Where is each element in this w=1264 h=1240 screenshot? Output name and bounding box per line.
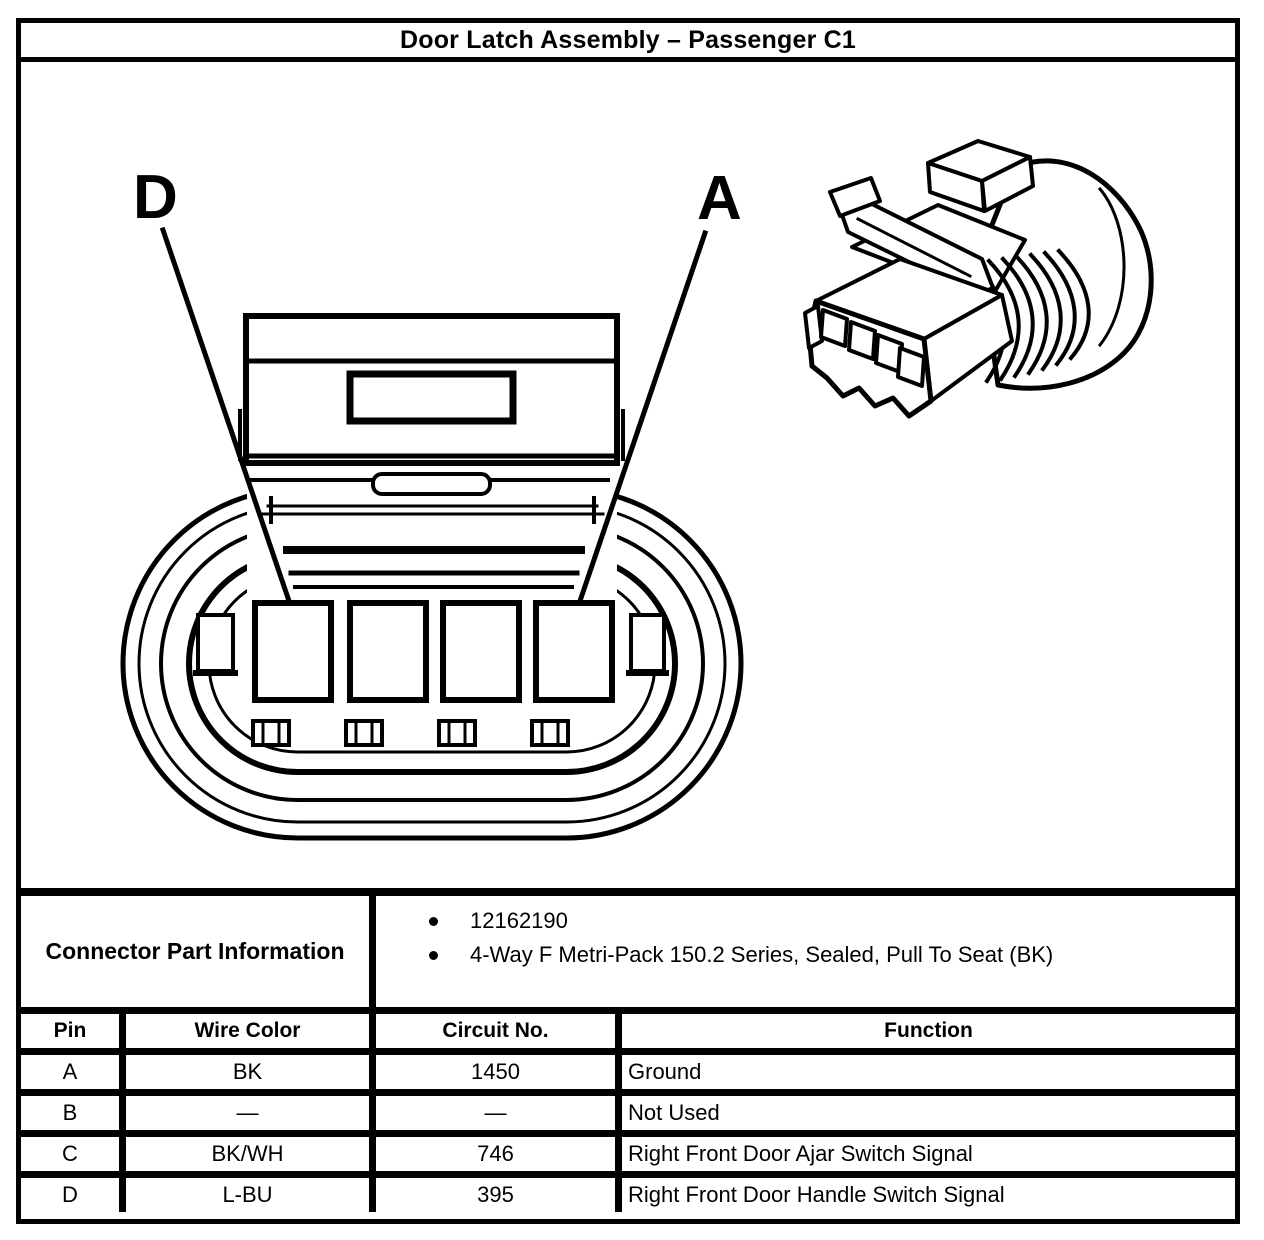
- connector-part-info-row: [21, 888, 1235, 1007]
- pin-cavity-c: [350, 603, 426, 700]
- connector-info-page: [16, 18, 1240, 1224]
- pin-cell: D: [21, 1178, 126, 1212]
- pin-cavity-d: [255, 603, 331, 700]
- cavity-plate: [196, 603, 666, 745]
- connector-rear-body: [240, 316, 623, 463]
- bullet-icon: [429, 917, 438, 926]
- column-header-circuit: Circuit No.: [376, 1014, 622, 1055]
- pin-cavity-a: [536, 603, 612, 700]
- part-number-item: [429, 904, 1225, 938]
- connector-diagram: [21, 62, 1235, 888]
- circuit-cell: 1450: [376, 1055, 622, 1096]
- function-cell: Not Used: [622, 1096, 1235, 1137]
- lock-window: [350, 374, 513, 421]
- title-bar: [21, 23, 1235, 62]
- pin-cell: B: [21, 1096, 126, 1137]
- circuit-cell: 746: [376, 1137, 622, 1178]
- pin-d-label: D: [133, 163, 178, 232]
- pin-cell: A: [21, 1055, 126, 1096]
- wire-cell: L-BU: [126, 1178, 376, 1212]
- column-header-pin: Pin: [21, 1014, 126, 1055]
- left-keyway: [198, 615, 233, 671]
- connector-3d-view: [805, 141, 1151, 416]
- column-header-wire: Wire Color: [126, 1014, 376, 1055]
- part-number: 12162190: [470, 908, 568, 933]
- index-tabs: [253, 721, 568, 745]
- wire-cell: BK/WH: [126, 1137, 376, 1178]
- part-description-item: [429, 938, 1225, 972]
- page-title: Door Latch Assembly – Passenger C1: [399, 25, 857, 54]
- connector-face-view: [123, 163, 742, 838]
- function-cell: Right Front Door Handle Switch Signal: [628, 1182, 1005, 1207]
- connector-diagram-area: [21, 62, 1235, 888]
- pinout-table: [21, 1007, 1235, 1212]
- part-description: 4-Way F Metri-Pack 150.2 Series, Sealed, Pull To Seat (BK): [470, 942, 1054, 967]
- side-ear: [805, 306, 822, 348]
- column-header-function: Function: [622, 1014, 1235, 1055]
- function-cell: Right Front Door Ajar Switch Signal: [622, 1137, 1235, 1178]
- center-index-tab: [373, 474, 490, 494]
- connector-part-info-content: [376, 896, 1235, 1007]
- wire-cell: BK: [126, 1055, 376, 1096]
- bullet-icon: [429, 951, 438, 960]
- circuit-cell: 395: [376, 1178, 622, 1212]
- function-cell: Ground: [622, 1055, 1235, 1096]
- pin-a-label: A: [697, 164, 742, 233]
- right-keyway: [631, 615, 664, 671]
- circuit-cell: —: [376, 1096, 622, 1137]
- connector-part-info-label: Connector Part Information: [21, 896, 376, 1007]
- pin-cell: C: [21, 1137, 126, 1178]
- wire-cell: —: [126, 1096, 376, 1137]
- pin-cavity-b: [443, 603, 519, 700]
